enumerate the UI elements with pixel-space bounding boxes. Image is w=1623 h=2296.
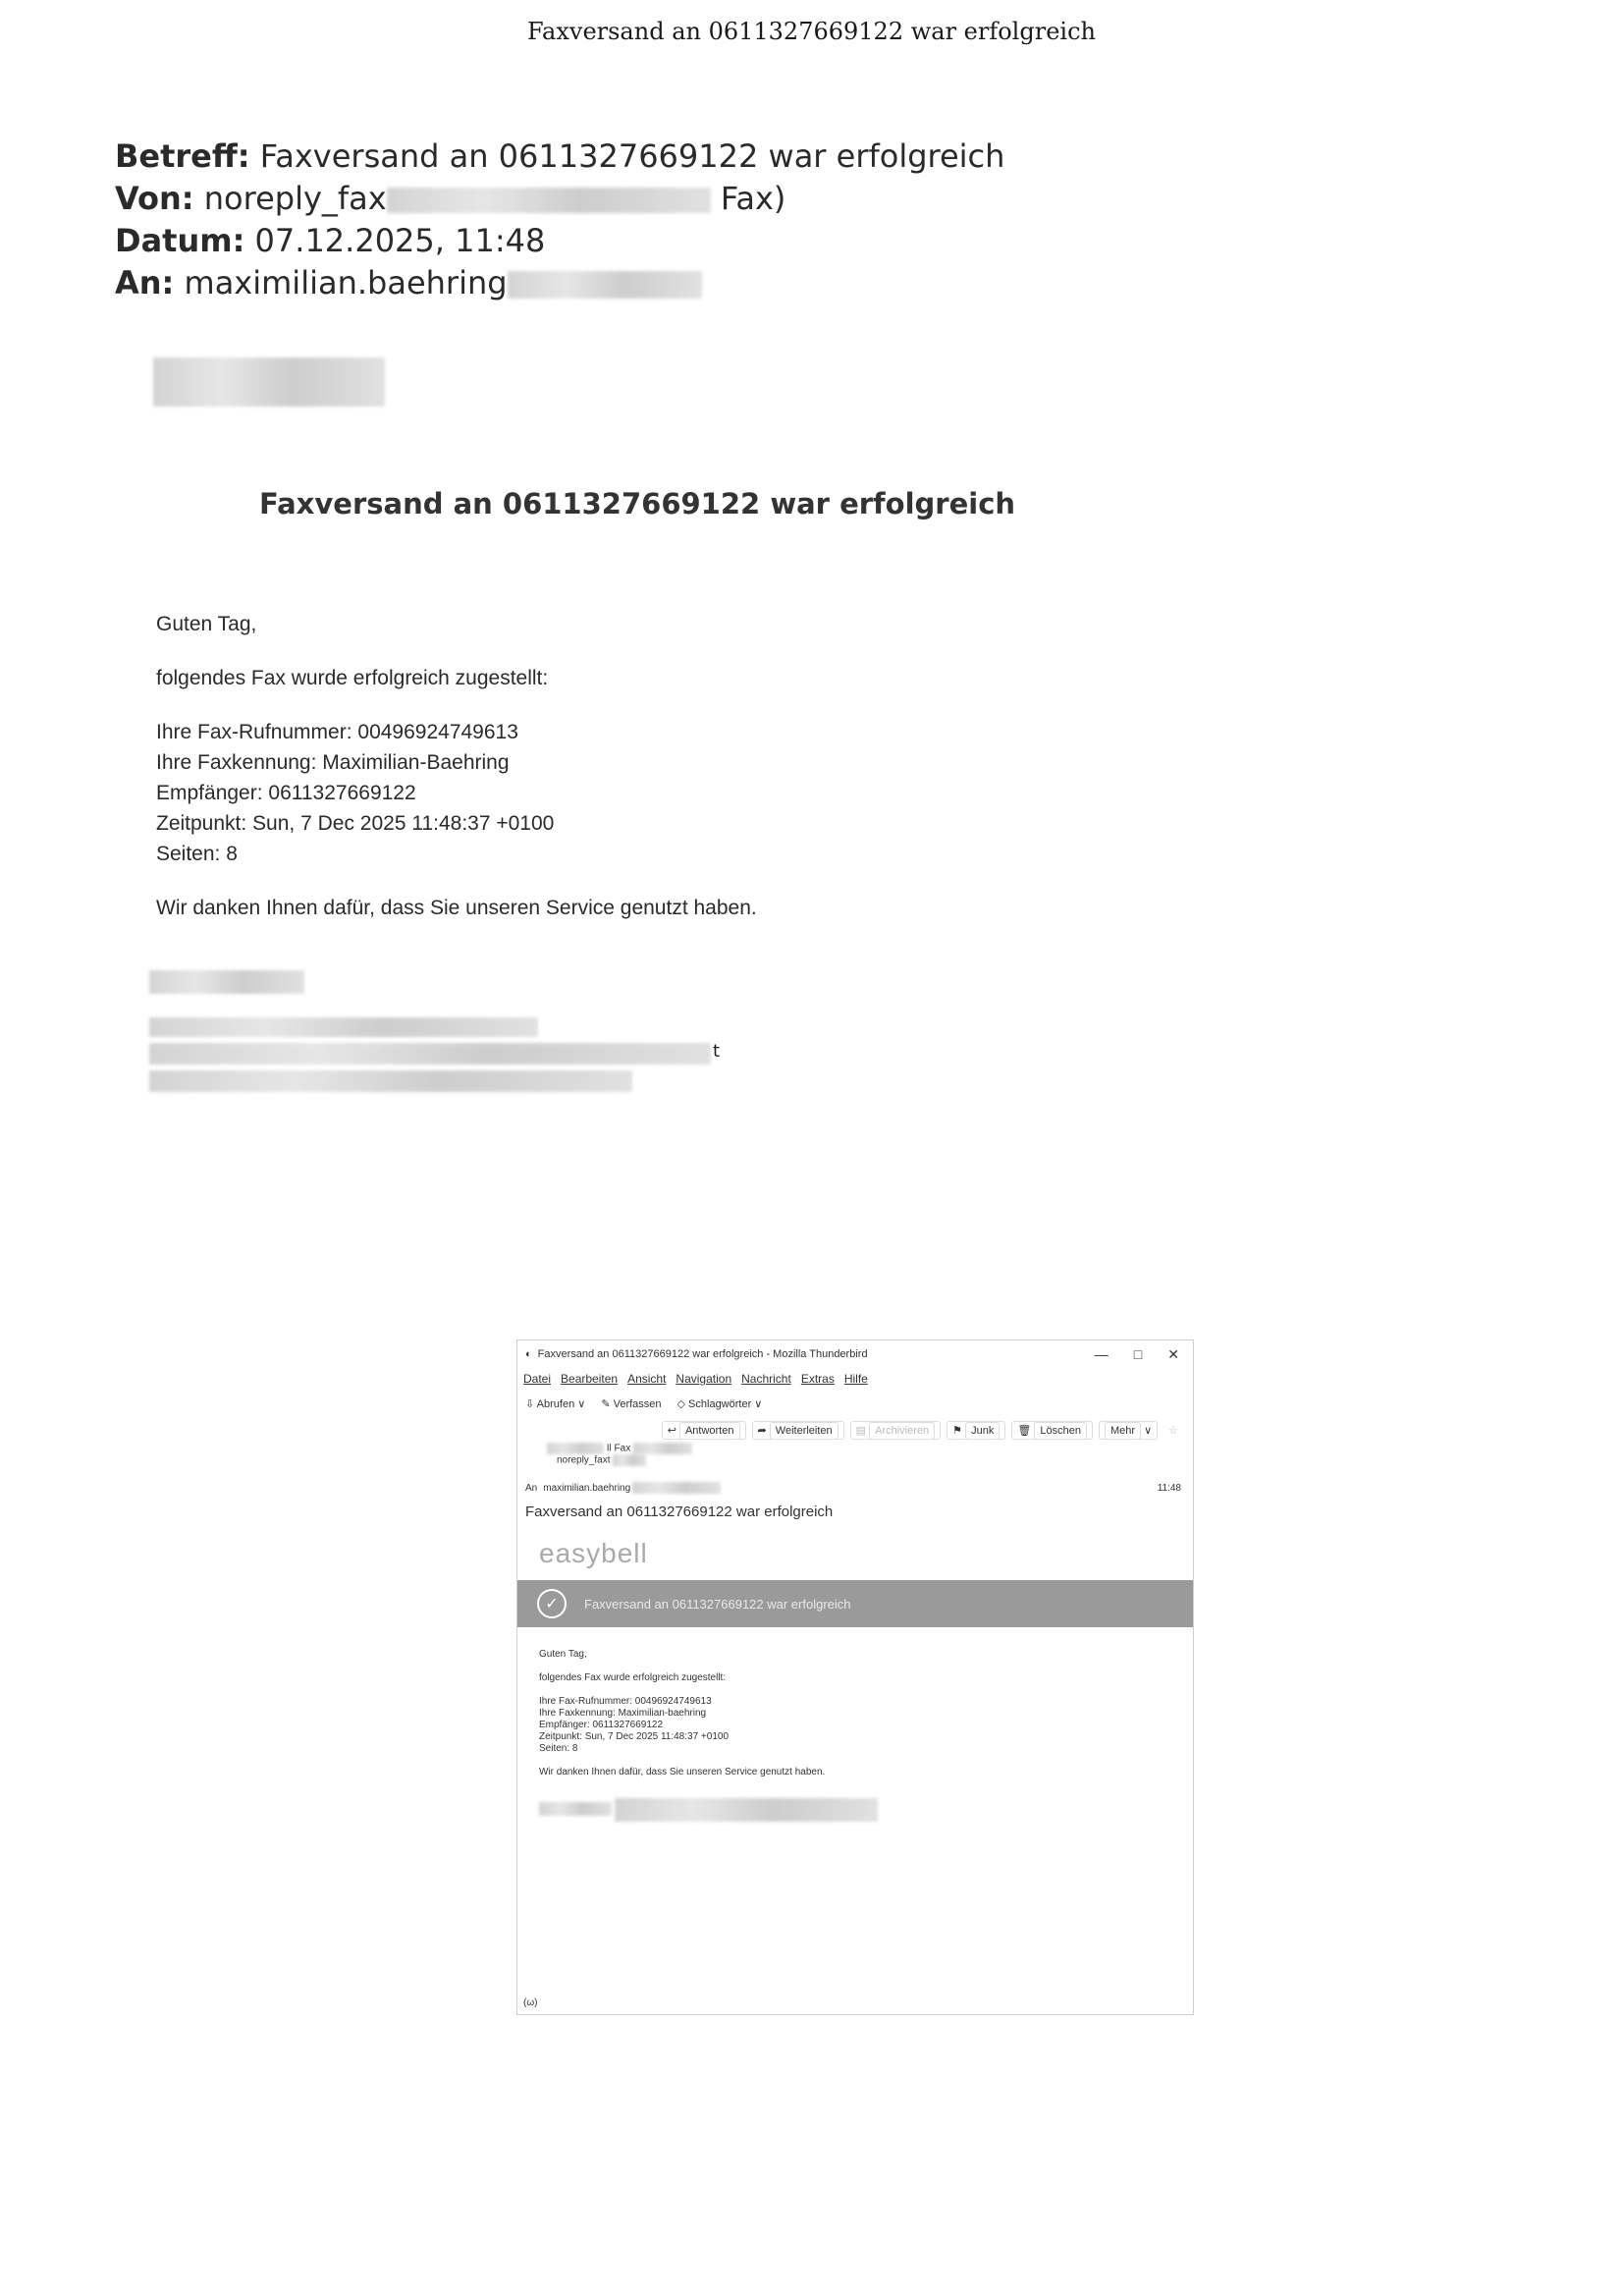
get-messages-button[interactable]: ⇩ Abrufen ∨ bbox=[525, 1397, 586, 1410]
archive-button[interactable]: ▤ Archivieren bbox=[850, 1421, 941, 1440]
menu-view[interactable]: Ansicht bbox=[627, 1372, 667, 1386]
tag-icon: ◇ bbox=[676, 1397, 685, 1410]
redacted-signature-1 bbox=[149, 970, 304, 994]
message-actions bbox=[517, 1417, 1193, 1443]
subject-row bbox=[115, 136, 1004, 178]
redacted-from-name bbox=[547, 1443, 604, 1454]
to-value: maximilian.baehring bbox=[184, 264, 508, 301]
shot-redacted-signature-2 bbox=[615, 1798, 878, 1822]
from-address[interactable]: noreply_faxt bbox=[557, 1454, 611, 1466]
close-icon[interactable]: ✕ bbox=[1167, 1345, 1179, 1362]
shot-fax-id: Ihre Faxkennung: Maximilian-baehring bbox=[539, 1708, 707, 1719]
to-row bbox=[115, 262, 1004, 304]
redacted-logo bbox=[153, 357, 385, 407]
menu-message[interactable]: Nachricht bbox=[741, 1372, 791, 1386]
maximize-icon[interactable]: □ bbox=[1133, 1345, 1143, 1362]
document-title: Faxversand an 0611327669122 war erfolgreich bbox=[527, 18, 1096, 45]
window-title: Faxversand an 0611327669122 war erfolgreich - Mozilla Thunderbird bbox=[537, 1348, 868, 1360]
mail-header bbox=[115, 136, 1004, 304]
subject-label: Betreff: bbox=[115, 137, 250, 175]
banner-text: Faxversand an 0611327669122 war erfolgreich bbox=[584, 1596, 851, 1612]
thunderbird-icon: ◐ bbox=[525, 1348, 532, 1360]
redacted-from-domain bbox=[613, 1454, 646, 1466]
redacted-signature-4 bbox=[149, 1070, 632, 1092]
shot-thanks: Wir danken Ihnen dafür, dass Sie unseren Service genutzt haben. bbox=[539, 1767, 826, 1777]
redacted-signature-2 bbox=[149, 1017, 538, 1037]
delete-button[interactable]: 🗑 Löschen bbox=[1011, 1421, 1093, 1440]
from-fragment: Il Fax bbox=[606, 1443, 631, 1454]
date-row bbox=[115, 220, 1004, 262]
shot-fax-number: Ihre Fax-Rufnummer: 00496924749613 bbox=[539, 1696, 712, 1707]
easybell-logo: easybell bbox=[539, 1538, 648, 1568]
pencil-icon: ✎ bbox=[601, 1397, 611, 1410]
intro-line: folgendes Fax wurde erfolgreich zugestellt: bbox=[156, 667, 549, 689]
date-value: 07.12.2025, 11:48 bbox=[254, 222, 546, 259]
shot-recipient: Empfänger: 0611327669122 bbox=[539, 1720, 664, 1730]
subject-value: Faxversand an 0611327669122 war erfolgreich bbox=[259, 137, 1005, 175]
message-subject: Faxversand an 0611327669122 war erfolgreich bbox=[525, 1503, 834, 1520]
from-suffix: Fax) bbox=[720, 180, 786, 217]
redacted-sender bbox=[387, 188, 711, 213]
date-label: Datum: bbox=[115, 222, 245, 259]
forward-button[interactable]: ➦ Weiterleiten bbox=[752, 1421, 844, 1440]
to-label: An: bbox=[115, 264, 175, 301]
status-icon: (ω) bbox=[523, 1997, 538, 2008]
success-banner bbox=[517, 1580, 1193, 1627]
shot-intro: folgendes Fax wurde erfolgreich zugestellt: bbox=[539, 1672, 727, 1683]
from-block bbox=[517, 1443, 1193, 1478]
download-icon: ⇩ bbox=[525, 1397, 535, 1410]
checkmark-icon: ✓ bbox=[537, 1589, 567, 1618]
shot-redacted-signature-1 bbox=[539, 1802, 612, 1816]
menu-edit[interactable]: Bearbeiten bbox=[561, 1372, 619, 1386]
pages-line: Seiten: 8 bbox=[156, 843, 238, 865]
message-time: 11:48 bbox=[1157, 1482, 1181, 1494]
recipient-line: Empfänger: 0611327669122 bbox=[156, 782, 416, 804]
fax-number: Ihre Fax-Rufnummer: 00496924749613 bbox=[156, 721, 518, 743]
redacted-recipient bbox=[508, 271, 702, 299]
more-button[interactable]: Mehr ∨ bbox=[1099, 1421, 1158, 1440]
reply-button[interactable]: ↩ Antworten bbox=[662, 1421, 746, 1440]
from-value: noreply_fax bbox=[203, 180, 387, 217]
to-label: An bbox=[525, 1482, 538, 1494]
thunderbird-screenshot bbox=[516, 1339, 1194, 2015]
signature-trailing-char: t bbox=[713, 1041, 721, 1062]
shot-pages: Seiten: 8 bbox=[539, 1743, 578, 1754]
thanks-line: Wir danken Ihnen dafür, dass Sie unseren Service genutzt haben. bbox=[156, 897, 757, 919]
window-titlebar bbox=[517, 1340, 1193, 1368]
from-label: Von: bbox=[115, 180, 194, 217]
shot-greeting: Guten Tag, bbox=[539, 1649, 587, 1660]
compose-button[interactable]: ✎ Verfassen bbox=[601, 1397, 662, 1410]
shot-time: Zeitpunkt: Sun, 7 Dec 2025 11:48:37 +0100 bbox=[539, 1731, 730, 1742]
to-address[interactable]: maximilian.baehring bbox=[543, 1482, 631, 1494]
greeting: Guten Tag, bbox=[156, 613, 257, 635]
minimize-icon[interactable]: — bbox=[1094, 1345, 1109, 1362]
star-icon[interactable]: ☆ bbox=[1168, 1424, 1178, 1437]
menu-help[interactable]: Hilfe bbox=[843, 1372, 868, 1386]
main-toolbar bbox=[517, 1390, 1193, 1417]
menu-navigation[interactable]: Navigation bbox=[676, 1372, 732, 1386]
redacted-signature-3 bbox=[149, 1043, 711, 1065]
junk-button[interactable]: ⚑ Junk bbox=[947, 1421, 1005, 1440]
menu-file[interactable]: Datei bbox=[523, 1372, 552, 1386]
message-body bbox=[156, 609, 757, 923]
redacted-from-extra bbox=[633, 1443, 692, 1454]
menu-tools[interactable]: Extras bbox=[800, 1372, 835, 1386]
from-row bbox=[115, 178, 1004, 220]
fax-id: Ihre Faxkennung: Maximilian-Baehring bbox=[156, 751, 510, 774]
screenshot-body bbox=[517, 1627, 1193, 1822]
menu-bar bbox=[517, 1368, 1193, 1390]
timestamp-line: Zeitpunkt: Sun, 7 Dec 2025 11:48:37 +0100 bbox=[156, 812, 555, 835]
redacted-to-domain bbox=[632, 1482, 721, 1494]
message-heading: Faxversand an 0611327669122 war erfolgreich bbox=[259, 487, 1016, 520]
tags-button[interactable]: ◇ Schlagwörter ∨ bbox=[676, 1397, 763, 1410]
to-block bbox=[517, 1478, 1193, 1498]
